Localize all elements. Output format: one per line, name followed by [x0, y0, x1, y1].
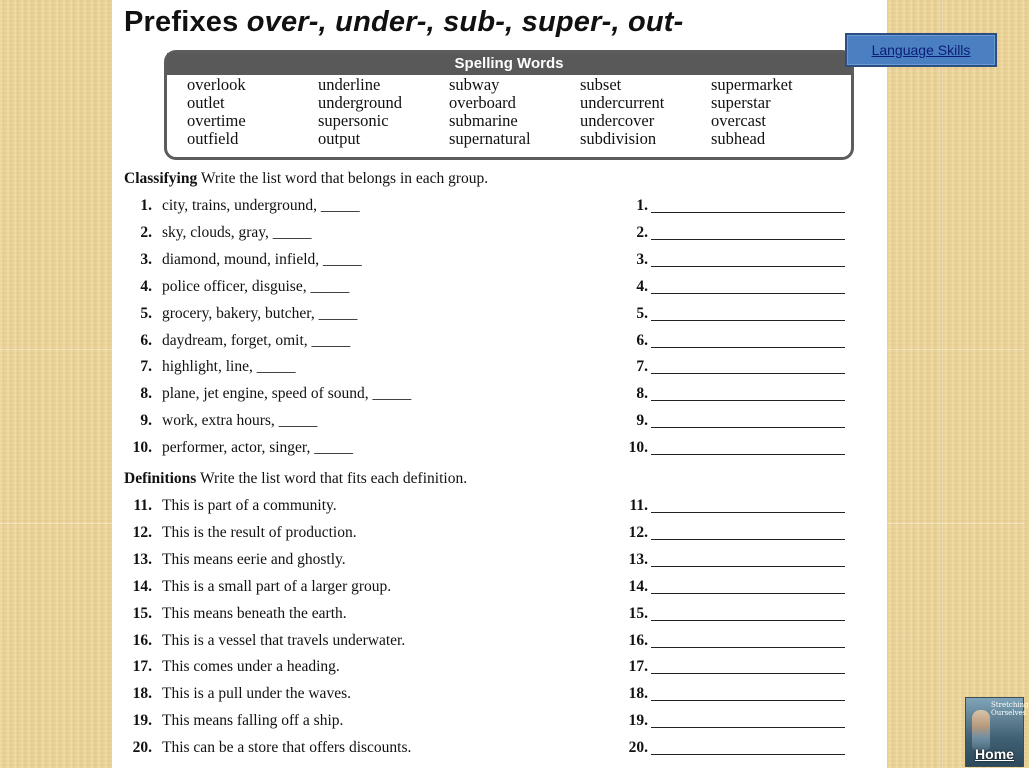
spelling-word: subhead	[711, 129, 766, 148]
answer-number: 10.	[628, 439, 648, 457]
item-text: sky, clouds, gray, _____	[162, 223, 312, 241]
answer-line[interactable]	[651, 266, 845, 267]
answer-number: 18.	[628, 685, 648, 703]
answer-number: 14.	[628, 577, 648, 595]
spelling-word: supernatural	[449, 129, 531, 148]
item-number: 15.	[132, 604, 152, 622]
answer-line[interactable]	[651, 347, 845, 348]
spelling-word: overcast	[711, 111, 766, 130]
item-text: police officer, disguise, _____	[162, 277, 350, 295]
exercise-item	[124, 305, 884, 327]
item-text: highlight, line, _____	[162, 358, 296, 376]
spelling-word: subset	[580, 75, 622, 94]
spelling-word: subway	[449, 75, 500, 94]
item-text: This is a vessel that travels underwater.	[162, 631, 406, 649]
item-number: 2.	[140, 223, 152, 241]
item-text: This means beneath the earth.	[162, 604, 347, 622]
item-number: 17.	[132, 658, 152, 676]
answer-line[interactable]	[651, 427, 845, 428]
worksheet-page	[112, 0, 887, 768]
answer-number: 20.	[628, 739, 648, 757]
title-prefixes: over-, under-, sub-, super-, out-	[246, 6, 684, 38]
answer-number: 6.	[636, 331, 648, 349]
spelling-word: overboard	[449, 93, 516, 112]
item-text: This means eerie and ghostly.	[162, 550, 346, 568]
classifying-instruction: Write the list word that belongs in each group.	[200, 170, 489, 187]
answer-number: 15.	[628, 604, 648, 622]
spelling-word: supermarket	[711, 75, 793, 94]
item-text: This can be a store that offers discounts.	[162, 739, 412, 757]
exercise-item	[124, 197, 884, 219]
spelling-words-grid	[167, 75, 851, 155]
answer-line[interactable]	[651, 620, 845, 621]
item-number: 4.	[140, 277, 152, 295]
item-number: 1.	[140, 197, 152, 214]
item-text: grocery, bakery, butcher, _____	[162, 304, 358, 322]
exercise-item	[124, 658, 884, 680]
item-text: city, trains, underground, _____	[162, 197, 360, 214]
item-number: 18.	[132, 685, 152, 703]
answer-number: 1.	[636, 197, 648, 214]
item-text: This is a pull under the waves.	[162, 685, 351, 703]
item-number: 14.	[132, 577, 152, 595]
item-number: 13.	[132, 550, 152, 568]
item-number: 7.	[140, 358, 152, 376]
item-number: 19.	[132, 712, 152, 730]
answer-number: 8.	[636, 385, 648, 403]
classifying-label: Classifying	[124, 170, 198, 187]
exercise-item	[124, 439, 884, 461]
exercise-item	[124, 739, 884, 761]
exercise-item	[124, 278, 884, 300]
item-text: This means falling off a ship.	[162, 712, 344, 730]
item-text: performer, actor, singer, _____	[162, 439, 353, 457]
thumbnail-caption: Stretching Ourselves	[991, 701, 1029, 717]
answer-number: 13.	[628, 550, 648, 568]
answer-line[interactable]	[651, 566, 845, 567]
answer-number: 3.	[636, 250, 648, 268]
item-number: 3.	[140, 250, 152, 268]
item-number: 5.	[140, 304, 152, 322]
exercise-item	[124, 358, 884, 380]
item-number: 8.	[140, 385, 152, 403]
item-number: 20.	[132, 739, 152, 757]
answer-line[interactable]	[651, 373, 845, 374]
exercise-item	[124, 385, 884, 407]
spelling-word: overtime	[187, 111, 246, 130]
item-text: This is the result of production.	[162, 523, 357, 541]
item-text: This is part of a community.	[162, 497, 337, 514]
exercise-item	[124, 251, 884, 273]
exercise-item	[124, 605, 884, 627]
answer-line[interactable]	[651, 293, 845, 294]
exercise-item	[124, 685, 884, 707]
spelling-word: overlook	[187, 75, 246, 94]
spelling-word: undercurrent	[580, 93, 665, 112]
spelling-word: superstar	[711, 93, 771, 112]
background-seam	[942, 0, 943, 768]
item-number: 10.	[132, 439, 152, 457]
spelling-word: outlet	[187, 93, 225, 112]
answer-line[interactable]	[651, 212, 845, 213]
spelling-words-box	[164, 50, 854, 160]
answer-line[interactable]	[651, 673, 845, 674]
item-text: This is a small part of a larger group.	[162, 577, 392, 595]
answer-line[interactable]	[651, 647, 845, 648]
spelling-word: underline	[318, 75, 381, 94]
answer-number: 12.	[628, 523, 648, 541]
exercise-item	[124, 551, 884, 573]
answer-number: 5.	[636, 304, 648, 322]
title-prefix-word: Prefixes	[124, 6, 239, 38]
item-number: 12.	[132, 523, 152, 541]
item-text: This comes under a heading.	[162, 658, 340, 676]
answer-line[interactable]	[651, 454, 845, 455]
exercise-item	[124, 712, 884, 734]
exercise-item	[124, 412, 884, 434]
answer-line[interactable]	[651, 593, 845, 594]
definitions-instruction: Write the list word that fits each definition.	[199, 470, 468, 487]
spelling-words-heading: Spelling Words	[167, 53, 851, 75]
exercise-item	[124, 224, 884, 246]
answer-line[interactable]	[651, 700, 845, 701]
page-title	[124, 6, 684, 39]
answer-number: 19.	[628, 712, 648, 730]
answer-number: 2.	[636, 223, 648, 241]
exercise-item	[124, 524, 884, 546]
item-text: plane, jet engine, speed of sound, _____	[162, 385, 412, 403]
answer-number: 4.	[636, 277, 648, 295]
answer-number: 16.	[628, 631, 648, 649]
exercise-item	[124, 578, 884, 600]
spelling-word: underground	[318, 93, 403, 112]
home-label: Home	[975, 746, 1014, 762]
answer-line[interactable]	[651, 754, 845, 755]
answer-line[interactable]	[651, 727, 845, 728]
answer-line[interactable]	[651, 512, 845, 513]
spelling-word: supersonic	[318, 111, 389, 130]
answer-line[interactable]	[651, 320, 845, 321]
item-number: 9.	[140, 412, 152, 430]
answer-line[interactable]	[651, 539, 845, 540]
spelling-word: undercover	[580, 111, 655, 130]
item-number: 11.	[133, 497, 152, 514]
answer-line[interactable]	[651, 400, 845, 401]
spelling-word: outfield	[187, 129, 239, 148]
answer-number: 17.	[628, 658, 648, 676]
item-number: 6.	[140, 331, 152, 349]
thumbnail-figure	[972, 710, 990, 750]
exercise-item	[124, 332, 884, 354]
spelling-word: output	[318, 129, 361, 148]
classifying-heading	[124, 170, 488, 188]
definitions-label: Definitions	[124, 470, 197, 487]
answer-line[interactable]	[651, 239, 845, 240]
answer-number: 9.	[636, 412, 648, 430]
item-text: daydream, forget, omit, _____	[162, 331, 351, 349]
language-skills-button[interactable]: Language Skills	[845, 33, 997, 67]
exercise-item	[124, 632, 884, 654]
exercise-item	[124, 497, 884, 519]
item-text: diamond, mound, infield, _____	[162, 250, 362, 268]
item-number: 16.	[132, 631, 152, 649]
definitions-heading	[124, 470, 467, 488]
answer-number: 7.	[636, 358, 648, 376]
spelling-word: submarine	[449, 111, 518, 130]
spelling-word: subdivision	[580, 129, 657, 148]
answer-number: 11.	[629, 497, 648, 514]
home-button[interactable]	[965, 697, 1029, 767]
item-text: work, extra hours, _____	[162, 412, 318, 430]
